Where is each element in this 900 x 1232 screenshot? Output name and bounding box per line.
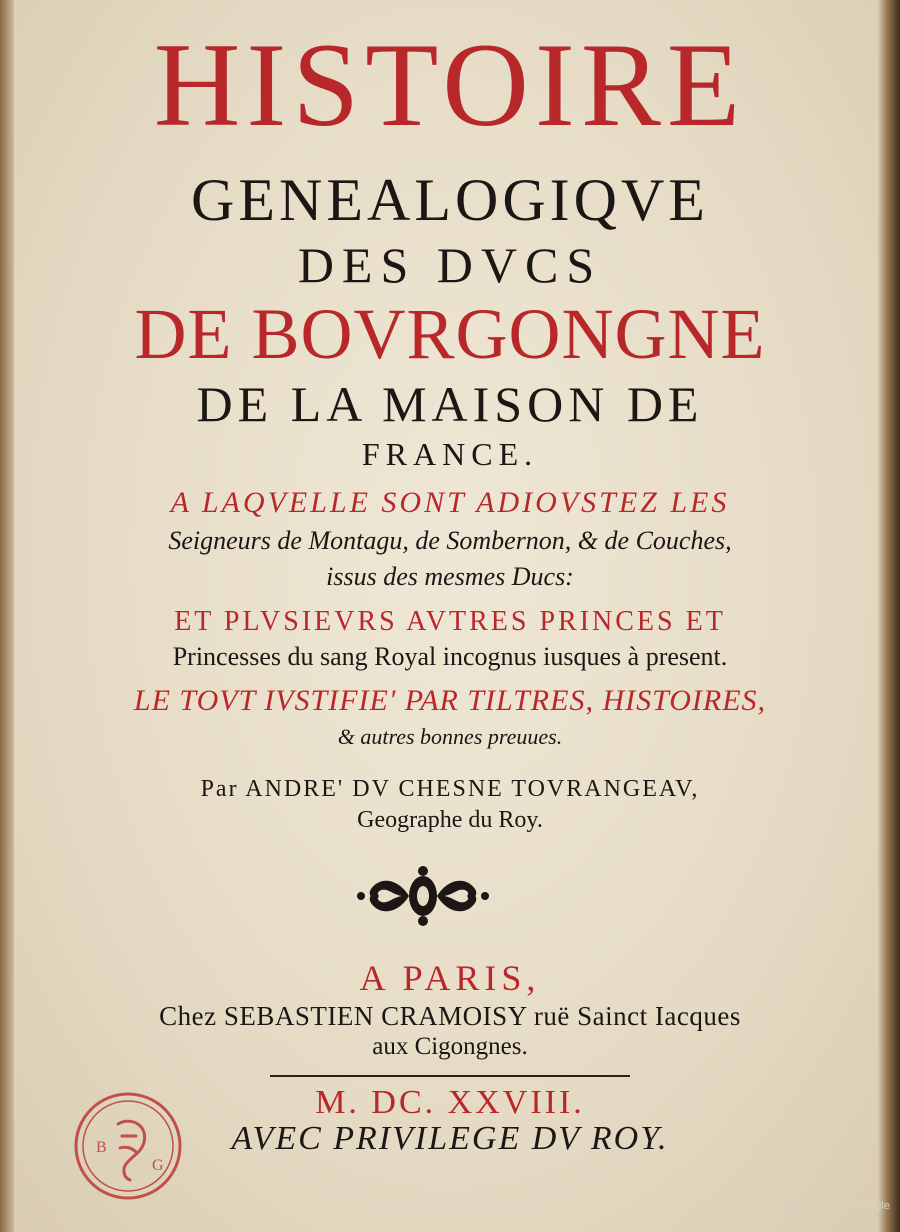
author-line: Par ANDRE' DV CHESNE TOVRANGEAV, — [200, 776, 700, 802]
title-des-ducs: DES DVCS — [297, 237, 603, 293]
imprint-rule — [270, 1075, 630, 1077]
stamp-letter-b: B — [96, 1139, 107, 1156]
subtitle-seigneurs: Seigneurs de Montagu, de Sombernon, & de Couches, — [168, 526, 732, 555]
subtitle-le-tout: LE TOVT IVSTIFIE' PAR TILTRES, HISTOIRES, — [133, 684, 767, 717]
imprint-privilege: AVEC PRIVILEGE DV ROY. — [231, 1120, 669, 1157]
title-histoire: HISTOIRE — [153, 18, 747, 151]
subtitle-plusieurs: ET PLVSIEVRS AVTRES PRINCES ET — [174, 606, 726, 637]
subtitle-laquelle: A LAQVELLE SONT ADIOVSTEZ LES — [170, 486, 730, 519]
library-stamp-icon — [72, 1090, 184, 1202]
imprint-publisher-address: aux Cigongnes. — [372, 1033, 528, 1060]
subtitle-issus: issus des mesmes Ducs: — [326, 562, 574, 591]
author-title: Geographe du Roy. — [357, 807, 543, 833]
printers-ornament-icon — [357, 863, 489, 929]
digitization-watermark: Numérisé par Google — [785, 1200, 890, 1212]
stamp-letter-g: G — [152, 1157, 164, 1174]
imprint-place: A PARIS, — [359, 958, 541, 998]
subtitle-princesses: Princesses du sang Royal incognus iusques à present. — [172, 642, 728, 671]
title-genealogique: GENEALOGIQVE — [191, 167, 709, 233]
title-bourgogne: DE BOVRGONGNE — [134, 294, 766, 374]
title-maison: DE LA MAISON DE — [196, 376, 704, 432]
subtitle-autres-preuves: & autres bonnes preuues. — [337, 724, 563, 749]
imprint-year: M. DC. XXVIII. — [315, 1084, 585, 1121]
imprint-publisher: Chez SEBASTIEN CRAMOISY ruë Sainct Iacques — [159, 1001, 741, 1031]
title-france: FRANCE. — [361, 436, 539, 472]
